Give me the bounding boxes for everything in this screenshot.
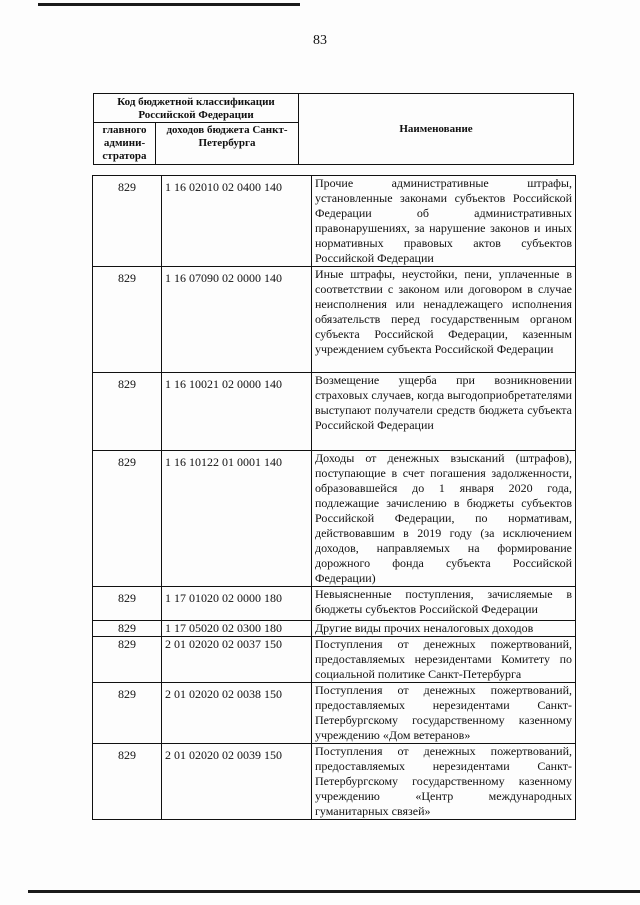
income-name: Поступления от денежных пожертвований, предоставляемых нерезидентами Комитету по социальной политике Санкт-Петербурга [312, 637, 576, 683]
table-row [93, 267, 576, 373]
income-name: Иные штрафы, неустойки, пени, уплаченные в соответствии с законом или договором в случае неисполнения или ненадлежащего исполнения обязательств перед государственным органом субъекта Российской Федерации, казенным учреждением субъекта Российской Федерации [312, 267, 576, 373]
income-code: 2 01 02020 02 0037 150 [162, 637, 312, 683]
scan-edge-top [38, 3, 300, 6]
income-name: Возмещение ущерба при возникновении страховых случаев, когда выгодоприобретателями выступают получатели средств бюджета субъекта Российской Федерации [312, 373, 576, 451]
income-code: 1 16 10021 02 0000 140 [162, 373, 312, 451]
table-row [93, 451, 576, 587]
header-name: Наименование [399, 123, 473, 135]
income-name: Поступления от денежных пожертвований, предоставляемых нерезидентами Санкт-Петербургскому государственному казенному учреждению «Дом ветеранов» [312, 683, 576, 744]
income-code: 1 16 07090 02 0000 140 [162, 267, 312, 373]
table-row [93, 683, 576, 744]
header-income: доходов бюджета Санкт-Петербурга [156, 123, 299, 164]
admin-code: 829 [93, 373, 162, 451]
admin-code: 829 [93, 267, 162, 373]
income-name: Доходы от денежных взысканий (штрафов), поступающие в счет погашения задолженности, образовавшейся до 1 января 2020 года, подлежащие зачислению в бюджеты субъектов Российской Федерации, по нормативам, действовавшим в 2019 году (за исключением доходов, направляемых на формирование дорожного фонда субъекта Российской Федерации) [312, 451, 576, 587]
admin-code: 829 [93, 451, 162, 587]
table-header [93, 93, 574, 165]
admin-code: 829 [93, 744, 162, 820]
income-code: 2 01 02020 02 0038 150 [162, 683, 312, 744]
table-row [93, 587, 576, 621]
budget-table [92, 175, 576, 820]
header-admin: главного админи-стратора [94, 123, 156, 164]
admin-code: 829 [93, 621, 162, 637]
income-code: 2 01 02020 02 0039 150 [162, 744, 312, 820]
table-row [93, 637, 576, 683]
table-row [93, 176, 576, 267]
income-name: Поступления от денежных пожертвований, предоставляемых нерезидентами Санкт-Петербургскому государственному казенному учреждению «Центр международных гуманитарных связей» [312, 744, 576, 820]
income-code: 1 17 05020 02 0300 180 [162, 621, 312, 637]
income-code: 1 16 02010 02 0400 140 [162, 176, 312, 267]
income-code: 1 16 10122 01 0001 140 [162, 451, 312, 587]
income-code: 1 17 01020 02 0000 180 [162, 587, 312, 621]
page-number: 83 [313, 33, 327, 48]
income-name: Другие виды прочих неналоговых доходов [312, 621, 576, 637]
header-code-title: Код бюджетной классификации Российской Федерации [94, 94, 299, 123]
scan-edge-bottom [28, 890, 640, 893]
table-row [93, 621, 576, 637]
admin-code: 829 [93, 176, 162, 267]
income-name: Невыясненные поступления, зачисляемые в бюджеты субъектов Российской Федерации [312, 587, 576, 621]
admin-code: 829 [93, 683, 162, 744]
table-row [93, 744, 576, 820]
income-name: Прочие административные штрафы, установленные законами субъектов Российской Федерации об административных правонарушениях, за нарушение законов и иных нормативных правовых актов субъектов Российской Федерации [312, 176, 576, 267]
admin-code: 829 [93, 637, 162, 683]
admin-code: 829 [93, 587, 162, 621]
table-row [93, 373, 576, 451]
